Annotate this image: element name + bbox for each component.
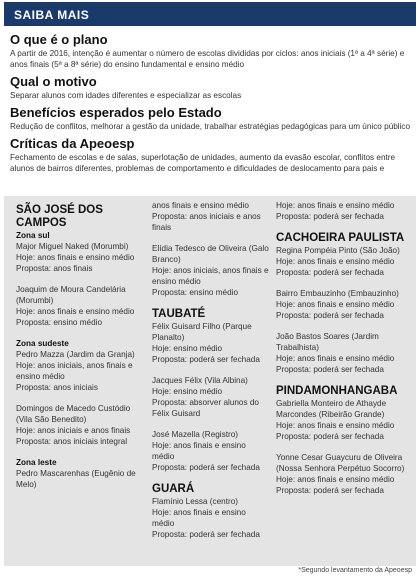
- school-entry: [16, 468, 141, 490]
- school-line: Proposta: poderá ser fechada: [276, 365, 384, 374]
- school-line: Gabriella Monteiro de Athayde Marcondes (Ribeirão Grande): [276, 399, 387, 419]
- section-benefits: [10, 105, 414, 132]
- school-line: Proposta: poderá ser fechada: [276, 311, 384, 320]
- school-line: Hoje: anos finais e ensino médio: [276, 475, 395, 484]
- school-line: Jacques Félix (Vila Albina): [152, 376, 248, 385]
- school-line: Proposta: anos finais: [16, 264, 93, 273]
- school-entry: [152, 496, 270, 540]
- school-line: Pedro Mazza (Jardim da Granja): [16, 350, 135, 359]
- school-entry: [152, 243, 270, 298]
- school-line: Hoje: ensino médio: [152, 387, 223, 396]
- school-entry: [152, 429, 270, 473]
- school-line: Hoje: anos finais e ensino médio: [276, 300, 395, 309]
- school-line: Hoje: anos finais e ensino médio: [16, 307, 135, 316]
- school-line: Hoje: anos finais e ensino médio: [152, 441, 246, 461]
- school-entry: [276, 398, 411, 442]
- section-criticism: [10, 136, 414, 174]
- school-line: José Mazella (Registro): [152, 430, 238, 439]
- school-entry: [276, 245, 411, 278]
- school-entry: [152, 321, 270, 365]
- section-plan: [10, 32, 414, 70]
- city-heading: TAUBATÉ: [152, 308, 206, 320]
- school-line: Proposta: poderá ser fechada: [152, 463, 260, 472]
- school-line: Flamínio Lessa (centro): [152, 497, 239, 506]
- school-line: Proposta: anos iniciais e anos finais: [152, 212, 261, 232]
- school-line: Proposta: poderá ser fechada: [276, 212, 384, 221]
- school-line: Proposta: anos iniciais integral: [16, 437, 128, 446]
- section-reason: [10, 74, 414, 101]
- school-line: Proposta: poderá ser fechada: [276, 432, 384, 441]
- school-line: Pedro Mascarenhas (Eugênio de Melo): [16, 469, 136, 489]
- school-line: Hoje: anos finais e ensino médio: [276, 421, 395, 430]
- city-heading: CACHOEIRA PAULISTA: [276, 232, 405, 244]
- school-line: Proposta: ensino médio: [152, 288, 239, 297]
- section-text: Redução de conflitos, melhorar a gestão da unidade, trabalhar estratégias pedagógicas para um único público: [10, 122, 411, 131]
- school-line: Hoje: anos finais e ensino médio: [276, 201, 395, 210]
- city-heading: GUARÁ: [152, 483, 195, 495]
- school-line: Proposta: absorver alunos do Félix Guisard: [152, 398, 259, 418]
- school-line: Domingos de Macedo Custódio (Vila São Benedito): [16, 404, 131, 424]
- school-line: Elídia Tedesco de Oliveira (Galo Branco): [152, 244, 269, 264]
- school-line: Hoje: anos finais e ensino médio: [16, 253, 135, 262]
- zone-label: Zona sul: [16, 231, 50, 240]
- school-line: Hoje: anos finais e ensino médio: [276, 257, 395, 266]
- section-text: Fechamento de escolas e de salas, superlotação de unidades, aumento da evasão escolar, conflitos entre alunos de bairros diferentes, problemas de comportamento e dificuldades de deslocamento para pais e: [10, 153, 396, 173]
- city-heading: PINDAMONHANGABA: [276, 385, 398, 397]
- city-heading: SÃO JOSÉ DOS CAMPOS: [16, 204, 103, 229]
- section-title: Benefícios esperados pelo Estado: [10, 105, 222, 120]
- school-line: Major Miguel Naked (Morumbi): [16, 242, 129, 251]
- header-title: SAIBA MAIS: [14, 8, 90, 22]
- section-text: A partir de 2016, intenção é aumentar o número de escolas divididas por ciclos: anos iniciais (1ª a 4ª série) e anos finais (5ª a 8ª série) do ensino fundamental e ensino médio: [10, 49, 405, 69]
- school-entry: [16, 241, 141, 274]
- section-title: Qual o motivo: [10, 74, 97, 89]
- school-line: João Bastos Soares (Jardim Trabalhista): [276, 332, 379, 352]
- school-line: Hoje: anos iniciais, anos finais e ensino médio: [16, 361, 133, 381]
- school-line: Hoje: ensino médio: [152, 344, 223, 353]
- school-line: Regina Pompéia Pinto (São João): [276, 246, 400, 255]
- school-entry: [16, 403, 141, 447]
- school-entry: [276, 200, 411, 222]
- section-title: Críticas da Apeoesp: [10, 136, 135, 151]
- school-entry: [152, 200, 270, 233]
- school-line: Proposta: poderá ser fechada: [152, 530, 260, 539]
- schools-column-3: [276, 200, 411, 506]
- school-line: Hoje: anos finais e ensino médio: [152, 508, 246, 528]
- school-line: Hoje: anos iniciais, anos finais e ensino médio: [152, 266, 269, 286]
- schools-column-2: [152, 200, 270, 550]
- header-bar: [4, 2, 416, 26]
- school-line: Proposta: poderá ser fechada: [276, 268, 384, 277]
- school-line: Hoje: anos finais e ensino médio: [276, 354, 395, 363]
- school-line: Félix Guisard Filho (Parque Planalto): [152, 322, 252, 342]
- school-entry: [276, 331, 411, 375]
- school-line: Proposta: ensino médio: [16, 318, 103, 327]
- school-line: Joaquim de Moura Candelária (Morumbi): [16, 285, 126, 305]
- zone-label: Zona leste: [16, 458, 57, 467]
- school-line: Proposta: anos iniciais: [16, 383, 98, 392]
- school-entry: [16, 349, 141, 393]
- schools-column-1: [16, 204, 141, 500]
- school-line: anos finais e ensino médio: [152, 201, 249, 210]
- section-text: Separar alunos com idades diferentes e especializar as escolas: [10, 91, 242, 100]
- school-line: Proposta: poderá ser fechada: [276, 486, 384, 495]
- school-line: Hoje: anos iniciais e anos finais: [16, 426, 131, 435]
- intro-sections: [10, 32, 414, 178]
- school-entry: [276, 288, 411, 321]
- school-entry: [152, 375, 270, 419]
- zone-label: Zona sudeste: [16, 339, 69, 348]
- source-note: *Segundo levantamento da Apeoesp: [298, 567, 412, 574]
- school-entry: [16, 284, 141, 328]
- school-entry: [276, 452, 411, 496]
- section-title: O que é o plano: [10, 32, 108, 47]
- schools-panel: [4, 196, 416, 566]
- school-line: Bairro Embauzinho (Embauzinho): [276, 289, 399, 298]
- school-line: Yonne Cesar Guaycuru de Oliveira (Nossa Senhora Perpétuo Socorro): [276, 453, 405, 473]
- school-line: Proposta: poderá ser fechada: [152, 355, 260, 364]
